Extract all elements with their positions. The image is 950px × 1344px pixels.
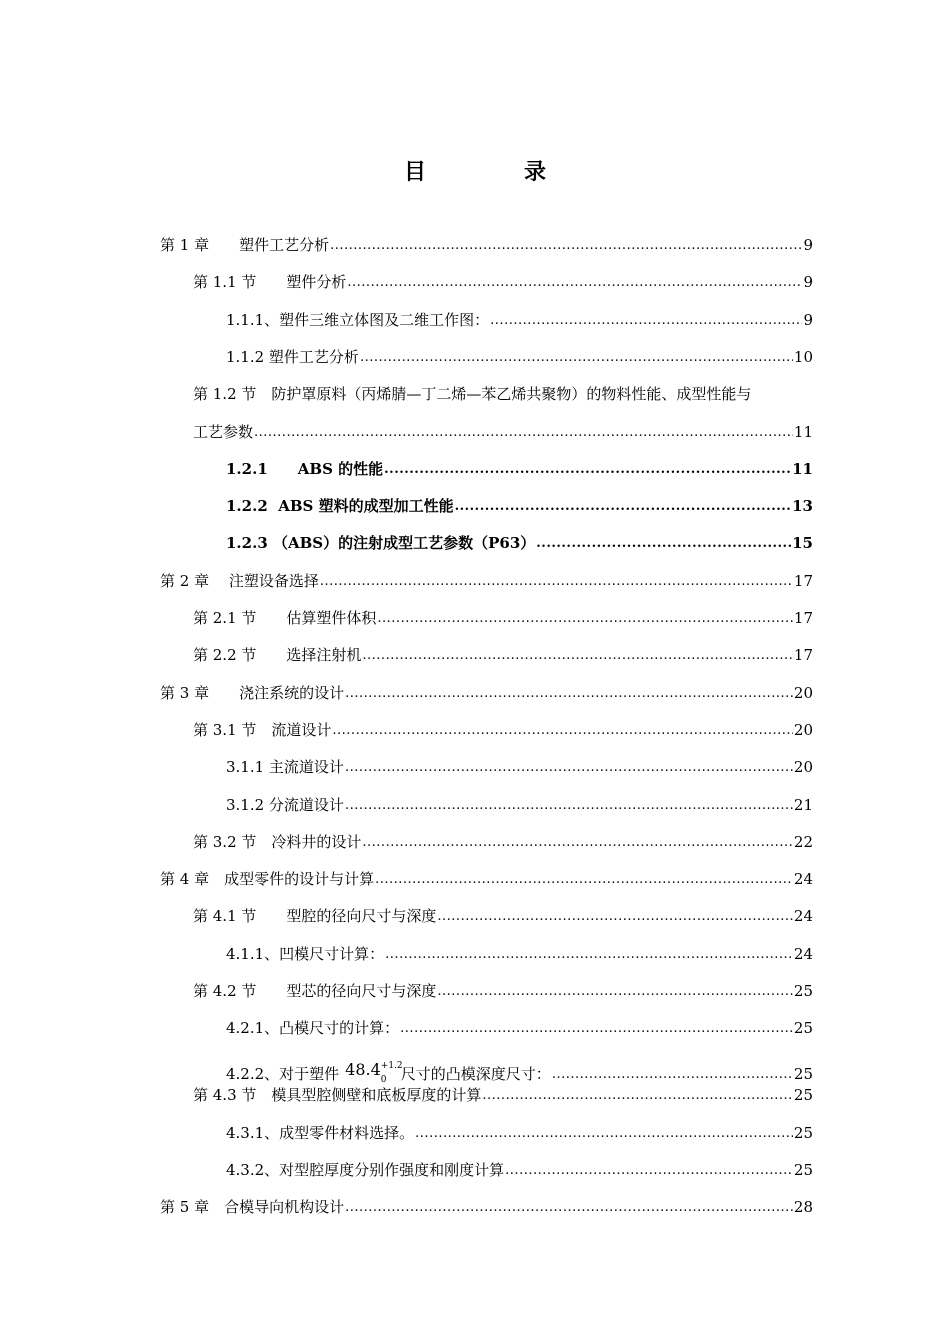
dot-leader (455, 498, 792, 516)
toc-entry[interactable] (193, 906, 813, 926)
dot-leader (345, 685, 793, 703)
toc-page-number: 17 (793, 571, 813, 590)
toc-entry-label: 第 2.1 节 估算塑件体积 (193, 609, 377, 627)
dot-leader (385, 946, 793, 964)
toc-entry-label: 第 3.1 节 流道设计 (193, 720, 332, 739)
toc-page-number: 20 (793, 720, 813, 739)
toc-page-number: 9 (803, 310, 813, 329)
toc-entry[interactable] (226, 757, 813, 777)
dot-leader (377, 610, 793, 628)
toc-entry-label: 第 2.2 节 选择注射机 (193, 646, 362, 665)
dot-leader (552, 1066, 793, 1084)
toc-page-number: 22 (793, 832, 813, 851)
dot-leader (400, 1020, 793, 1038)
toc-page-number: 24 (793, 870, 813, 889)
toc-entry[interactable] (226, 1160, 813, 1180)
dimension-formula (345, 1059, 403, 1085)
dot-leader (345, 759, 793, 777)
toc-entry[interactable] (160, 571, 813, 591)
toc-entry-label: 第 1 章 塑件工艺分析 (160, 236, 330, 254)
toc-page-number: 25 (793, 1019, 813, 1038)
toc-entry[interactable] (226, 795, 813, 815)
toc-entry-line[interactable]: 第 1.2 节 防护罩原料（丙烯腈—丁二烯—苯乙烯共聚物）的物料性能、成型性能与 (193, 385, 752, 404)
toc-entry-label: 3.1.1 主流道设计 (226, 758, 344, 777)
toc-page-number: 11 (793, 422, 813, 441)
toc-entry[interactable] (226, 496, 813, 516)
toc-page-number: 9 (803, 273, 813, 292)
toc-entry[interactable] (226, 459, 813, 479)
toc-entry-label: 第 4 章 成型零件的设计与计算 (160, 870, 375, 889)
toc-entry-label: 4.3.2、对型腔厚度分别作强度和刚度计算 (226, 1161, 505, 1180)
toc-page-number: 11 (792, 459, 813, 478)
toc-page-number: 24 (793, 944, 813, 963)
dot-leader (482, 1087, 793, 1105)
dot-leader (437, 908, 793, 926)
toc-page-number: 17 (793, 646, 813, 665)
dot-leader (415, 1125, 793, 1143)
toc-entry[interactable] (193, 608, 813, 628)
toc-entry-label: 第 4.3 节 模具型腔侧壁和底板厚度的计算 (193, 1086, 482, 1105)
toc-page-number: 20 (793, 758, 813, 777)
toc-entry[interactable] (226, 1123, 813, 1143)
toc-entry-label: 4.1.1、凹模尺寸计算： (226, 944, 385, 963)
formula-base: 48.4 (345, 1059, 381, 1079)
toc-page-number: 15 (792, 534, 813, 553)
dot-leader (330, 237, 802, 255)
toc-entry[interactable] (226, 1059, 813, 1085)
toc-entry[interactable] (226, 1018, 813, 1038)
toc-entry[interactable] (193, 720, 813, 740)
label-suffix: 尺寸的凸模深度尺寸： (400, 1064, 551, 1083)
toc-entry[interactable] (193, 422, 813, 442)
dot-leader (384, 461, 791, 479)
dot-leader (345, 797, 793, 815)
dot-leader (505, 1162, 793, 1180)
toc-entry[interactable] (226, 347, 813, 367)
toc-page-number: 25 (793, 1086, 813, 1105)
dot-leader (490, 312, 802, 330)
toc-entry[interactable] (193, 1085, 813, 1105)
toc-entry-label: 第 1.1 节 塑件分析 (193, 273, 347, 292)
dot-leader (375, 871, 793, 889)
toc-entry[interactable] (193, 981, 813, 1001)
toc-entry[interactable] (193, 272, 813, 292)
formula-lower: 0 (380, 1074, 387, 1085)
toc-page-number: 17 (793, 609, 813, 627)
dot-leader (362, 834, 793, 852)
toc-page-number: 25 (793, 1123, 813, 1142)
label-prefix: 4.2.2、对于塑件 (226, 1064, 340, 1083)
toc-entry-label: 第 5 章 合模导向机构设计 (160, 1198, 345, 1217)
dot-leader (362, 647, 793, 665)
toc-entry[interactable] (160, 235, 813, 255)
toc-page-number: 24 (793, 907, 813, 926)
toc-page-number: 21 (793, 795, 813, 814)
dot-leader (536, 535, 791, 553)
toc-entry-label: 第 3 章 浇注系统的设计 (160, 683, 345, 702)
toc-entry[interactable] (226, 533, 813, 553)
dot-leader (320, 573, 793, 591)
toc-entry-label: 1.2.2 ABS 塑料的成型加工性能 (226, 497, 454, 516)
toc-page-number: 25 (793, 1161, 813, 1180)
toc-entry-label: 第 2 章 注塑设备选择 (160, 571, 319, 590)
toc-page-number: 25 (793, 1064, 813, 1083)
toc-page-number: 28 (793, 1198, 813, 1217)
toc-page-number: 25 (793, 982, 813, 1000)
toc-page-number: 10 (793, 347, 813, 366)
toc-entry-label: 1.2.1 ABS 的性能 (226, 459, 384, 478)
toc-entry[interactable] (160, 869, 813, 889)
toc-page-number: 9 (803, 236, 813, 254)
toc-entry[interactable] (160, 1197, 813, 1217)
toc-entry-label: 第 3.2 节 冷料井的设计 (193, 832, 362, 851)
dot-leader (254, 424, 793, 442)
dot-leader (347, 274, 802, 292)
toc-page-number: 13 (792, 497, 813, 516)
toc-entry[interactable] (193, 645, 813, 665)
dot-leader (345, 1199, 793, 1217)
toc-entry[interactable] (193, 832, 813, 852)
toc-entry-label: 4.3.1、成型零件材料选择。 (226, 1123, 415, 1142)
toc-entry-label: 第 4.2 节 型芯的径向尺寸与深度 (193, 982, 437, 1000)
toc-entry[interactable] (226, 310, 813, 330)
toc-entry-label: 第 4.1 节 型腔的径向尺寸与深度 (193, 907, 437, 926)
dot-leader (332, 722, 793, 740)
toc-entry[interactable] (160, 683, 813, 703)
toc-entry-label: 工艺参数 (193, 422, 254, 441)
toc-entry-label: 1.2.3 （ABS）的注射成型工艺参数（P63） (226, 534, 536, 553)
toc-entry-label: 3.1.2 分流道设计 (226, 795, 344, 814)
toc-page-number: 20 (793, 683, 813, 702)
toc-title: 目 录 (403, 159, 584, 185)
toc-entry[interactable] (226, 944, 813, 964)
toc-entry-label: 1.1.1、塑件三维立体图及二维工作图： (226, 310, 490, 329)
toc-entry-label: 4.2.1、凸模尺寸的计算： (226, 1019, 400, 1038)
formula-upper: +1.2 (380, 1060, 403, 1071)
formula-tolerance (380, 1060, 403, 1085)
toc-entry-label: 1.1.2 塑件工艺分析 (226, 347, 359, 366)
dot-leader (437, 983, 793, 1001)
dot-leader (360, 349, 793, 367)
toc-entry-label (226, 1059, 551, 1085)
